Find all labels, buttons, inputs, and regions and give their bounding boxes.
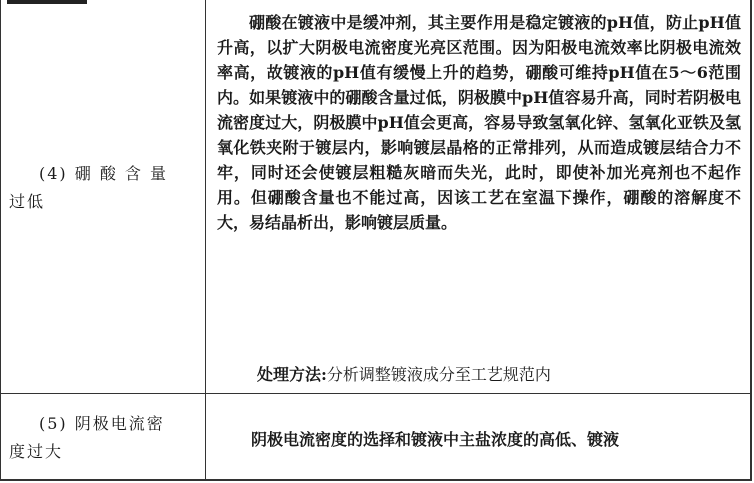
treatment-label: 处理方法: (257, 365, 327, 384)
row-5-analysis: 阴极电流密度的选择和镀液中主盐浓度的高低、镀液 (251, 430, 620, 449)
table-top-rule-fragment (7, 0, 87, 4)
row-4-cause-line1: (4) 硼 酸 含 量 (39, 164, 169, 183)
row-4-treatment (257, 362, 551, 387)
row-5-cause-line2: 度过大 (9, 442, 64, 461)
row-4-cause-line2: 过低 (9, 192, 46, 211)
row-5-cause (9, 410, 199, 466)
row-4-cause (9, 160, 199, 216)
treatment-text: 分析调整镀液成分至工艺规范内 (326, 365, 551, 384)
row-divider (1, 393, 750, 394)
column-divider (205, 0, 206, 479)
row-4-analysis-text: 硼酸在镀液中是缓冲剂，其主要作用是稳定镀液的pH值，防止pH值升高，以扩大阴极电流密度光亮区范围。因为阳极电流效率比阴极电流效率高，故镀液的pH值有缓慢上升的趋势，硼酸可维持pH值在5～6范围内。如果镀液中的硼酸含量过低，阴极膜中pH值容易升高，同时若阴极电流密度过大，阴极膜中pH值会更高，容易导致氢氧化锌、氢氧化亚铁及氢氧化铁夹附于镀层内，影响镀层晶格的正常排列，从而造成镀层结合力不牢，同时还会使镀层粗糙灰暗而失光，此时，即使补加光亮剂也不起作用。但硼酸含量也不能过高，因该工艺在室温下操作，硼酸的溶解度不大，易结晶析出，影响镀层质量。 (217, 13, 741, 232)
row-4-analysis (217, 10, 741, 235)
row-5-cause-line1: (5) 阴极电流密 (39, 414, 165, 433)
